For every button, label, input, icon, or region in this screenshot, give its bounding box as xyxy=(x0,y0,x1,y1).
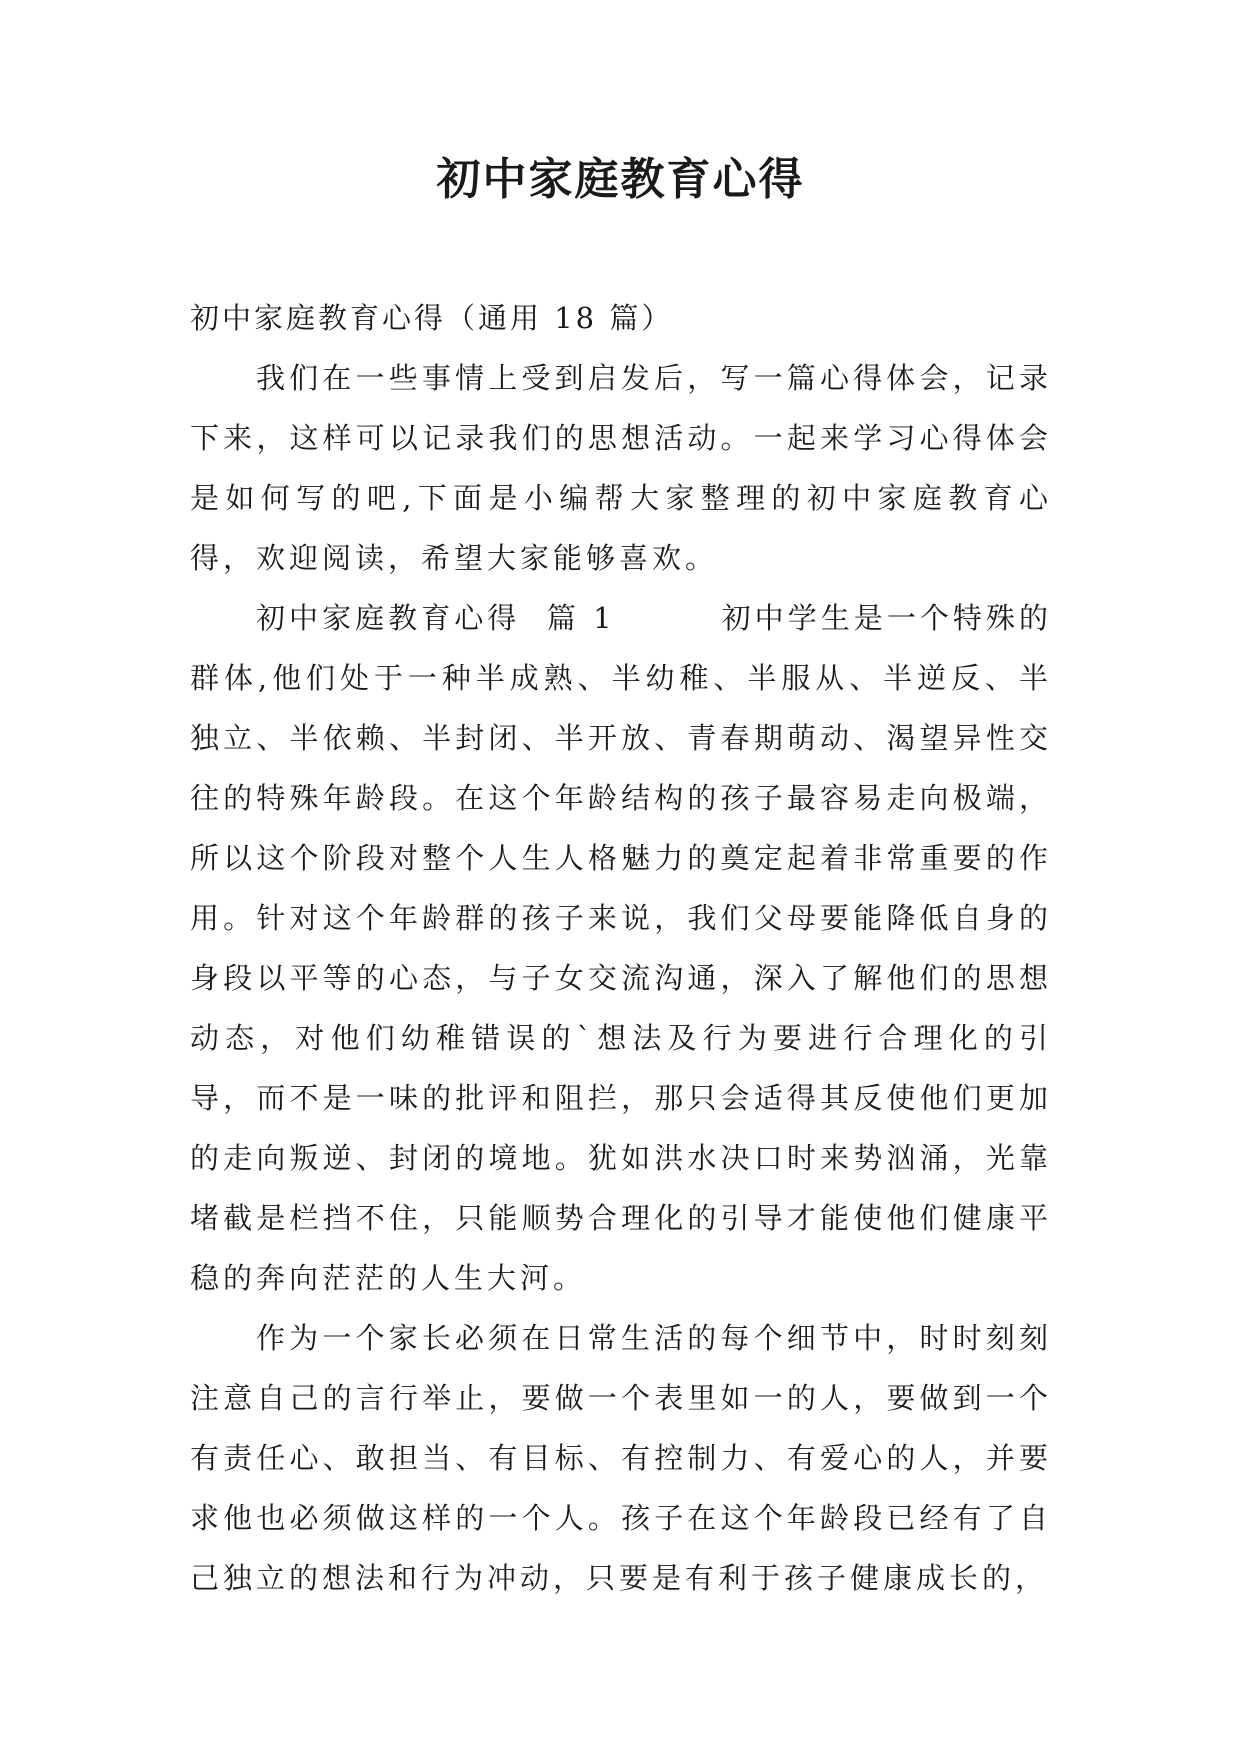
section-1-heading: 初中家庭教育心得 篇 1 xyxy=(256,601,616,635)
document-body xyxy=(190,288,1052,1608)
section-1-text-1: 初中学生是一个特殊的群体,他们处于一种半成熟、半幼稚、半服从、半逆反、半独立、半依赖、半封闭、半开放、青春期萌动、渴望异性交往的特殊年龄段。在这个年龄结构的孩子最容易走向极端，所以这个阶段对整个人生人格魅力的奠定起着非常重要的作用。针对这个年龄群的孩子来说，我们父母要能降低自身的身段以平等的心态，与子女交流沟通，深入了解他们的思想动态，对他们幼稚错误的`想法及行为要进行合理化的引导，而不是一味的批评和阻拦，那只会适得其反使他们更加的走向叛逆、封闭的境地。犹如洪水决口时来势汹涌，光靠堵截是栏挡不住，只能顺势合理化的引导才能使他们健康平稳的奔向茫茫的人生大河。 xyxy=(190,601,1052,1295)
intro-paragraph: 我们在一些事情上受到启发后，写一篇心得体会，记录下来，这样可以记录我们的思想活动。一起来学习心得体会是如何写的吧,下面是小编帮大家整理的初中家庭教育心得，欢迎阅读，希望大家能够喜欢。 xyxy=(190,361,1052,575)
section-1-paragraph-2: 作为一个家长必须在日常生活的每个细节中，时时刻刻注意自己的言行举止，要做一个表里如一的人，要做到一个有责任心、敢担当、有目标、有控制力、有爱心的人，并要求他也必须做这样的一个人。孩子在这个年龄段已经有了自己独立的想法和行为冲动，只要是有利于孩子健康成长的， xyxy=(190,1321,1052,1595)
document-title: 初中家庭教育心得 xyxy=(436,154,805,205)
section-1-paragraph-1 xyxy=(190,588,1052,1308)
document-subtitle: 初中家庭教育心得（通用 18 篇） xyxy=(190,301,674,335)
